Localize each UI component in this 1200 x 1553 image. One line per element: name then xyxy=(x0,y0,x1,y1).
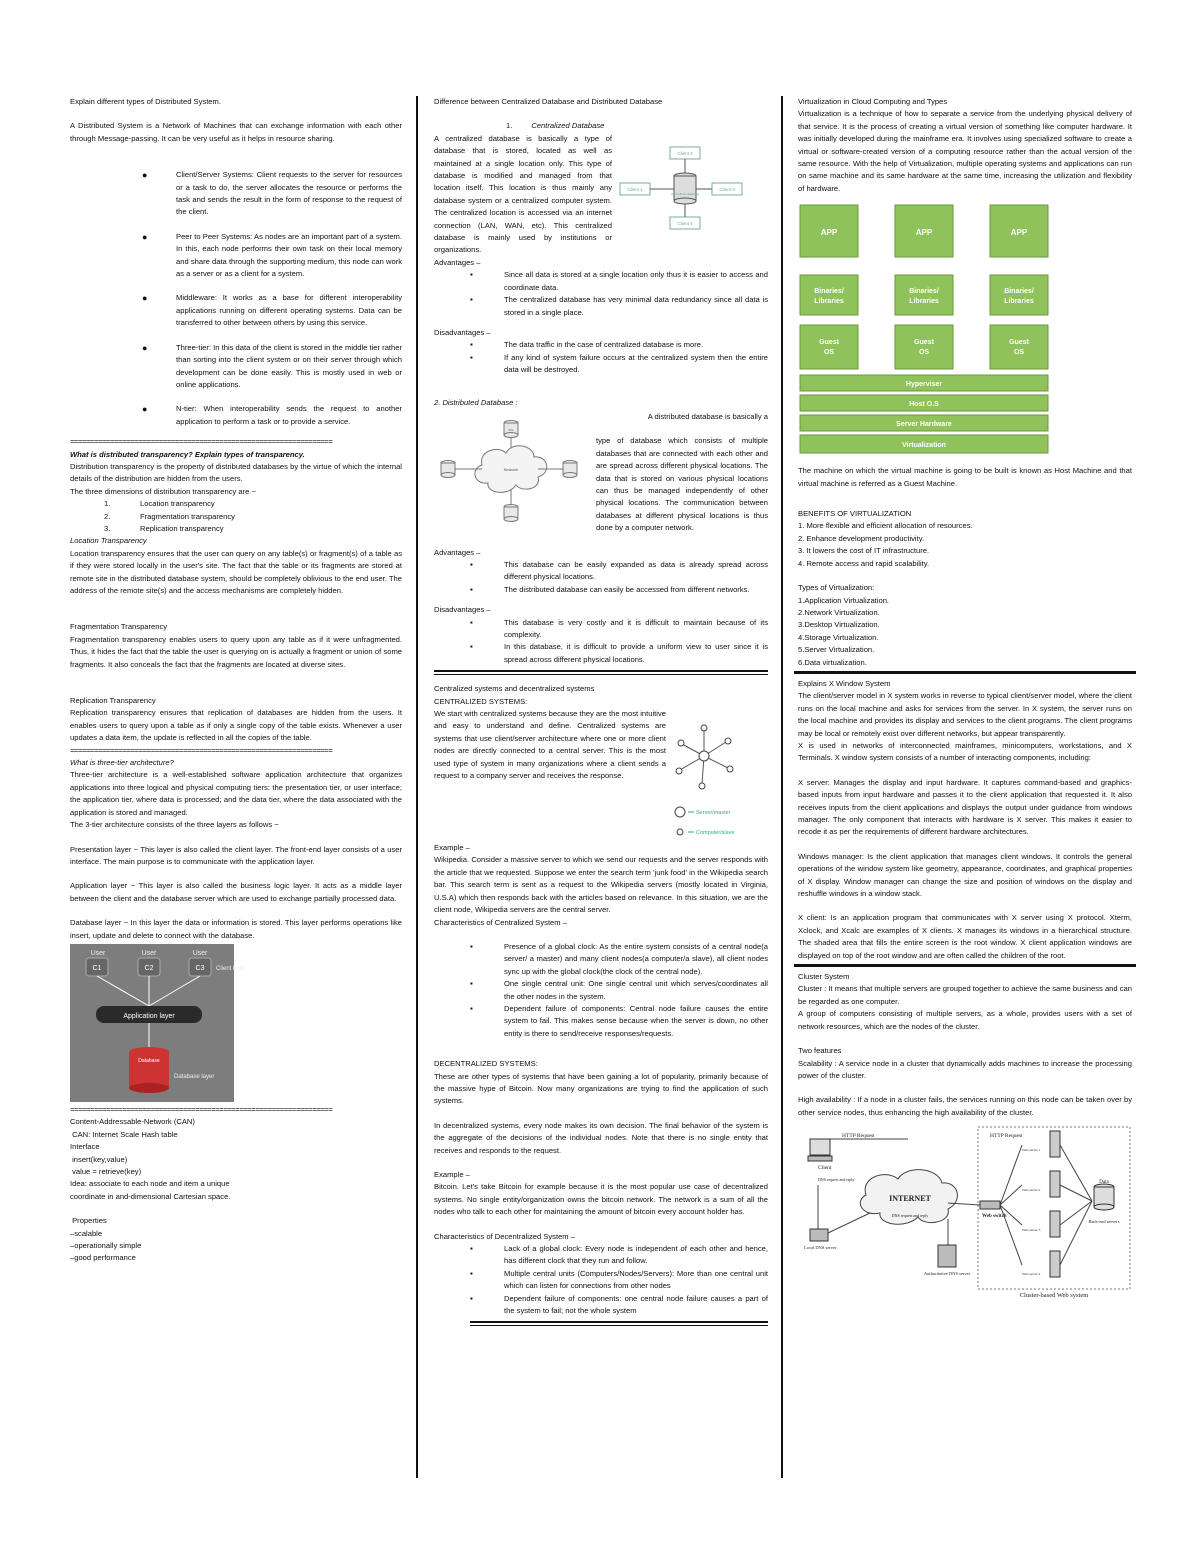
separator: ================================================================= xyxy=(70,745,333,755)
x-window-title: Explains X Window System xyxy=(798,678,891,688)
example-text: Wikipedia. Consider a massive server to which we send our requests and the server responds with the article that we requested. Suppose we enter the search term 'junk food' in the Wikipedia search bar. This search term is sent as a request to the Wikipedia servers (mostly located in Virginia, U.S.A) which then responds back with the articles based on relevance. In this situation, we are the client node, Wikipedia servers are the central server. xyxy=(434,855,768,915)
advantages-label: Advantages – xyxy=(434,257,481,267)
can-line: CAN: Internet Scale Hash table xyxy=(70,1129,178,1139)
svg-text:Client 4: Client 4 xyxy=(677,220,693,226)
decentralized-text-2: In decentralized systems, every node makes its own decision. The final behavior of the system is the aggregate of the decisions of the individual nodes. Note that there is no single entity that receives and responds to the request. xyxy=(434,1120,768,1155)
presentation-layer-text: Presentation layer − This layer is also called the client layer. The front-end layer consists of a user interface. The main purpose is to communicate with the application layer. xyxy=(70,844,402,866)
separator: ================================================================= xyxy=(70,1104,333,1114)
decentralized-text-1: These are other types of systems that have been gaining a lot of popularity, primarily because of the massive hype of Bitcoin. Now many organizations are trying to find the application of such systems. xyxy=(434,1071,768,1106)
centralized-system-figure xyxy=(672,712,768,842)
list-item: ▪ This database is very costly and it is difficult to maintain because of its complexity. xyxy=(434,617,768,642)
type-item: 1.Application Virtualization. xyxy=(798,595,890,605)
client-node xyxy=(725,738,731,744)
decentralized-title: DECENTRALIZED SYSTEMS: xyxy=(434,1059,538,1069)
high-availability-text: High availability : If a node in a cluster fails, the services running on this node can be taken over by other service nodes, thus enhancing the high availability of the cluster. xyxy=(798,1095,1132,1117)
example-label: Example – xyxy=(434,843,470,853)
two-features-label: Two features xyxy=(798,1046,842,1056)
centralized-characteristics xyxy=(434,941,768,1040)
replication-transparency-text: Replication transparency ensures that replication of databases are hidden from the users. It enables users to query upon a table as if only a single copy of the table exists. Whenever a user updates a data item, the update is reflected in all the copies of the table. xyxy=(70,708,402,743)
list-item: ● N-tier: When interoperability sends the request to another application to perform a task or to provide a service. xyxy=(70,403,402,428)
can-title: Content-Addressable-Network (CAN) xyxy=(70,1117,195,1127)
client-label: C2 xyxy=(144,964,154,972)
properties-line: –scalable xyxy=(70,1228,103,1238)
list-item: ▪ Dependent failure of components: Central node failure causes the entire system to fail. This makes sense because when the server is down, no other entity is there to send/receive responses/requests. xyxy=(434,1003,768,1040)
local-dns-server-icon xyxy=(810,1229,828,1241)
centralized-systems-text: We start with centralized systems because they are the most intuitive and easy to understand and define. Centralized systems are systems that use client/server architecture where one or more client nodes are directly connected to a central server. This is the most used type of system in many organizations where a client sends a request to a company server and receives the response. xyxy=(434,709,666,781)
three-tier-figure xyxy=(70,944,247,1102)
types-title: Types of Virtualization: xyxy=(798,583,875,593)
svg-text:Client 2: Client 2 xyxy=(677,150,693,156)
fragmentation-transparency-text: Fragmentation transparency enables users to query upon any table as if it were unfragmented. Thus, it hides the fact that the table the user is querying on is actually a fragment or union of some fragments. It also conceals the fact that the fragments are located at diverse sites. xyxy=(70,634,402,669)
column-2 xyxy=(434,96,768,1334)
client-node xyxy=(701,725,707,731)
fragmentation-transparency-title: Fragmentation Transparency xyxy=(70,622,168,632)
svg-text:Client: Client xyxy=(818,1165,832,1172)
list-item: ▪ The distributed database can easily be accessed from different networks. xyxy=(434,584,768,596)
advantages-label: Advantages – xyxy=(434,547,481,557)
distributed-disadvantages xyxy=(434,617,768,667)
host-machine-text: The machine on which the virtual machine is going to be built is known as Host Machine and that virtual machine is referred as a Guest Machine. xyxy=(798,466,1132,488)
section-rule xyxy=(470,1321,768,1326)
vm-stack-3 xyxy=(990,205,1048,369)
cluster-text-2: A group of computers consisting of multiple servers, as a whole, provides users with a set of network resources, which are the nodes of the cluster. xyxy=(798,1009,1132,1031)
virtualization-title: Virtualization in Cloud Computing and Types xyxy=(798,97,948,106)
column-3 xyxy=(798,96,1132,1301)
list-item: ▪ In this database, it is difficult to provide a uniform view to user since it is spread across different physical locations. xyxy=(434,641,768,666)
cluster-web-system-figure xyxy=(798,1125,1132,1301)
svg-text:Centralized database: Centralized database xyxy=(670,191,700,196)
distributed-text-1: A distributed database is basically a xyxy=(647,411,768,421)
section-rule xyxy=(794,964,1136,967)
list-item: ● Peer to Peer Systems: As nodes are an important part of a system. In this, each node performs their own task on their local memory and share data through the supporting medium, this node can work as a server or as a client for a system. xyxy=(70,231,402,281)
separator: ================================================================= xyxy=(70,437,333,447)
windows-manager-text: Windows manager: Is the client application that manages client windows. It controls the general operations of the window system like geometry, appearance, coordinates, and graphical properties of X display. Window manager can change the size and position of windows on the display and reshuffle windows in a window stack. xyxy=(798,851,1132,899)
svg-text:Web server 4: Web server 4 xyxy=(1022,1272,1041,1277)
can-line: Interface xyxy=(70,1142,100,1152)
distributed-title: 2. Distributed Database : xyxy=(434,397,518,407)
svg-text:Binaries/: Binaries/ xyxy=(1004,288,1034,296)
svg-text:Back-end servers: Back-end servers xyxy=(1088,1219,1120,1225)
x-client-text: X client: Is an application program that communicates with X server using X protocol. Xterm, Xclock, and Xcalc are examples of X clients. X manages its windows in a hierarchical structure. The shaded area that fills the entire screen is the root window. X client application windows are displayed on top of the root window and are often called the children of the root. xyxy=(798,913,1132,960)
svg-text:Binaries/: Binaries/ xyxy=(909,288,939,296)
application-layer-text: Application layer − This layer is also called the business logic layer. It acts as a middle layer between the client and the database server which are used to exchange partially processed data. xyxy=(70,881,402,903)
three-tier-title: What is three-tier architecture? xyxy=(70,758,174,768)
disadvantages-label: Disadvantages – xyxy=(434,605,491,615)
client-node xyxy=(699,783,705,789)
distributed-text-2: type of database which consists of multiple databases that are connected with each other and are spread across different physical locations. The data that is stored on various physical locations can thus be managed independently of other physical locations. The communication between databases at different physical locations is thus done by a computer network. xyxy=(596,436,768,533)
svg-text:Site: Site xyxy=(508,427,514,432)
transparency-intro: Distribution transparency is the property of distributed databases by the virtue of which the internal details of the distribution are hidden from the users. xyxy=(70,461,402,484)
authoritative-dns-server-icon xyxy=(938,1245,956,1267)
legend-server: Server/master xyxy=(696,810,731,817)
replication-transparency-title: Replication Transparency xyxy=(70,696,156,706)
type-item: 2.Network Virtualization. xyxy=(798,607,880,617)
vm-stack-2 xyxy=(895,205,953,369)
svg-text:Web server 1: Web server 1 xyxy=(1022,1148,1041,1153)
client-computer-icon xyxy=(808,1139,832,1161)
scalability-text: Scalability : A service node in a cluster that dynamically adds machines to increase the processing power of the cluster. xyxy=(798,1058,1132,1080)
svg-text:Web server 3: Web server 3 xyxy=(1022,1228,1041,1233)
user-label: User xyxy=(90,949,106,957)
properties-line: Properties xyxy=(70,1216,107,1226)
can-line: coordinate in and-dimensional Cartesian space. xyxy=(70,1191,231,1201)
centralized-db-figure xyxy=(618,145,768,241)
svg-text:OS: OS xyxy=(823,349,835,357)
type-item: 3.Desktop Virtualization. xyxy=(798,620,880,630)
three-tier-text: Three-tier architecture is a well-established software application architecture that organizes applications into three logical and physical computing tiers: the presentation tier, or user interface; the application tier, where data is processed; and the data tier, where the data associated with the application is stored and managed. xyxy=(70,770,402,817)
cluster-title: Cluster System xyxy=(798,972,850,982)
legend-client: Computer/slave xyxy=(696,830,735,837)
list-item: ▪ This database can be easily expanded as data is already spread across different physical locations. xyxy=(434,559,768,584)
can-line: Idea: associate to each node and item a unique xyxy=(70,1179,230,1189)
svg-text:Authoritative DNS server: Authoritative DNS server xyxy=(923,1271,971,1277)
client-node xyxy=(727,766,733,772)
section-rule xyxy=(434,670,768,675)
list-item: ▪ Presence of a global clock: As the entire system consists of a central node(a server/ a master) and many client nodes(a computer/a slave), all client nodes sync up with the global clock(the clock of the central node). xyxy=(434,941,768,978)
benefit-item: 4. Remote access and rapid scalability. xyxy=(798,558,930,568)
svg-text:APP: APP xyxy=(820,228,838,238)
can-line: insert(key,value) xyxy=(70,1154,128,1164)
list-item: 3. Replication transparency xyxy=(104,523,224,533)
svg-text:Data: Data xyxy=(1099,1180,1109,1186)
database-cylinder xyxy=(674,176,696,201)
disadvantages-label: Disadvantages – xyxy=(434,327,491,337)
svg-text:OS: OS xyxy=(918,349,930,357)
column-1 xyxy=(70,96,402,1265)
client-label: C3 xyxy=(195,964,205,972)
svg-text:Network: Network xyxy=(503,466,519,472)
list-item: ● Middleware: It works as a base for different interoperability applications running on different operating systems. Data can be transferred to other between others by using this service. xyxy=(70,292,402,329)
column-divider-1 xyxy=(416,96,418,1478)
distributed-system-title: Explain different types of Distributed System. xyxy=(70,97,221,106)
system-types-list xyxy=(70,169,402,428)
database-layer-text: Database layer − In this layer the data or information is stored. This layer performs operations like insert, update and delete to connect with the database. xyxy=(70,918,402,940)
svg-text:DNS request and reply: DNS request and reply xyxy=(818,1177,855,1183)
decentralized-example: Bitcoin. Let's take Bitcoin for example because it is the most popular use case of decentralized systems. No single entity/organization owns the bitcoin network. The network is a sum of all the nodes who talk to each other for maintaining the amount of bitcoin every account holder has. xyxy=(434,1182,768,1217)
location-transparency-title: Location Transparency xyxy=(70,536,147,546)
properties-line: –operationally simple xyxy=(70,1241,142,1250)
properties-line: –good performance xyxy=(70,1253,136,1263)
centralized-heading: 1. Centralized Database xyxy=(506,121,605,131)
svg-text:Binaries/: Binaries/ xyxy=(814,288,844,296)
centralized-text: A centralized database is basically a type of database that is stored, located as well as maintained at a single location only. This type of database is modified and managed from that location itself. This location is thus mainly any database system or a centralized computer system. The centralized location is accessed via an internet connection (LAN, WAN, etc). This centralized database is mainly used by institutions or organizations. xyxy=(434,133,612,255)
list-item: ● Three-tier: In this data of the client is stored in the middle tier rather than sorting into the client system or on their server through which development can be done easily. This is mostly used in web or online applications. xyxy=(70,342,402,392)
list-item: ▪ Lack of a global clock: Every node is independent of each other and hence, has different clock that they run and follow. xyxy=(434,1243,768,1268)
list-item: ▪ Dependent failure of components: one central node failure causes a part of the system to fail; not the whole system xyxy=(434,1293,768,1318)
svg-text:Libraries: Libraries xyxy=(1004,298,1034,306)
svg-text:Libraries: Libraries xyxy=(814,298,844,306)
centralized-disadvantages xyxy=(434,339,768,376)
client-layer-label: Client layer xyxy=(216,965,247,972)
transparency-title: What is distributed transparency? Explain types of transparency. xyxy=(70,449,305,459)
svg-text:Web server 2: Web server 2 xyxy=(1022,1188,1041,1193)
client-node xyxy=(676,768,682,774)
example-label: Example – xyxy=(434,1170,470,1179)
svg-text:Libraries: Libraries xyxy=(909,298,939,306)
database-label: Database xyxy=(138,1057,160,1064)
svg-text:APP: APP xyxy=(1010,228,1028,238)
application-layer-label: Application layer xyxy=(123,1012,175,1020)
client-node xyxy=(678,740,684,746)
transparency-dimensions: The three dimensions of distribution transparency are − xyxy=(70,486,256,496)
list-item: ▪ The data traffic in the case of centralized database is more. xyxy=(434,339,768,351)
svg-text:Guest: Guest xyxy=(914,339,934,347)
centralized-systems-title: Centralized systems and decentralized systems xyxy=(434,684,595,694)
column-divider-2 xyxy=(781,96,783,1478)
svg-text:HTTP Request: HTTP Request xyxy=(990,1133,1023,1140)
list-item: 1. Location transparency xyxy=(104,499,215,509)
cluster-text-1: Cluster : It means that multiple servers are grouped together to achieve the same business and can be regarded as one computer. xyxy=(798,984,1132,1006)
type-item: 5.Server Virtualization. xyxy=(798,645,875,655)
list-item: 2. Fragmentation transparency xyxy=(104,511,235,521)
transparency-list xyxy=(70,498,402,535)
svg-text:OS: OS xyxy=(1013,349,1025,357)
centralized-systems-subtitle: CENTRALIZED SYSTEMS: xyxy=(434,696,528,706)
vm-stack-1 xyxy=(800,205,858,369)
svg-text:Client 3: Client 3 xyxy=(719,186,735,192)
list-item: ▪ If any kind of system failure occurs at the centralized system then the entire data will be destroyed. xyxy=(434,352,768,377)
virtualization-text: Virtualization is a technique of how to separate a service from the underlying physical delivery of that service. It is the process of creating a virtual version of something like computer hardware. It was initially developed during the mainframe era. It involves using specialized software to create a virtual or software-created version of a computing resource rather than the actual version of the same resource. With the help of Virtualization, multiple operating systems and applications can run on same machine and its same hardware at the same time, increasing the utilization and flexibility of hardware. xyxy=(798,109,1132,193)
svg-text:Virtualization: Virtualization xyxy=(902,442,946,450)
web-switch-icon xyxy=(980,1201,1000,1209)
svg-text:Client 1: Client 1 xyxy=(627,186,643,192)
list-item: ▪ Multiple central units (Computers/Nodes/Servers): More than one central unit which can listen for connections from other nodes xyxy=(434,1268,768,1293)
characteristics-label: Characteristics of Centralized System – xyxy=(434,917,567,927)
distributed-system-intro: A Distributed System is a Network of Machines that can exchange information with each other through Message-passing. It can be very useful as it helps in resource sharing. xyxy=(70,121,402,143)
client-label: C1 xyxy=(92,964,102,972)
svg-text:HTTP Request: HTTP Request xyxy=(842,1133,875,1140)
benefit-item: 2. Enhance development productivity. xyxy=(798,533,925,543)
virtualization-diagram xyxy=(800,205,1048,455)
x-window-text-2: X is used in networks of interconnected mainframes, minicomputers, workstations, and X Terminals. X window system consists of a number of interacting components, including: xyxy=(798,740,1132,763)
x-server-text: X server: Manages the display and input hardware. It captures command-based and graphics-based inputs from input hardware and passes it to the client application that requested it. It also receives inputs from the client applications and displays the output under guidance from windows manager. The only component that interacts with hardware is X server. This makes it easier to recode it as per the requirements of different hardware architectures. xyxy=(798,777,1132,837)
decentralized-characteristics-label: Characteristics of Decentralized System – xyxy=(434,1231,575,1241)
benefit-item: 3. It lowers the cost of IT infrastructure. xyxy=(798,546,930,556)
database-layer-label: Database layer xyxy=(174,1073,215,1080)
svg-text:INTERNET: INTERNET xyxy=(889,1194,931,1204)
distributed-advantages xyxy=(434,559,768,596)
svg-text:APP: APP xyxy=(915,228,933,238)
centralized-advantages xyxy=(434,269,768,319)
user-label: User xyxy=(141,949,157,957)
svg-text:Host O.S: Host O.S xyxy=(909,401,939,409)
list-item: ● Client/Server Systems: Client requests to the server for resources or a task to do, the server allocates the resource or performs the task and sends the result in the form of response to the request of the client. xyxy=(70,169,402,219)
benefits-title: BENEFITS OF VIRTUALIZATION xyxy=(798,509,912,519)
section-rule xyxy=(794,671,1136,674)
decentralized-characteristics xyxy=(434,1243,768,1317)
svg-text:Server Hardware: Server Hardware xyxy=(896,421,952,429)
three-tier-layers: The 3-tier architecture consists of the three layers as follows − xyxy=(70,820,279,830)
server-node xyxy=(699,751,709,761)
user-label: User xyxy=(192,949,208,957)
svg-text:Cluster-based Web system: Cluster-based Web system xyxy=(1019,1292,1089,1300)
web-server-icon xyxy=(1050,1131,1060,1277)
svg-text:Hyperviser: Hyperviser xyxy=(905,381,943,389)
list-item: ▪ One single central unit: One single central unit which serves/coordinates all the other nodes in the system. xyxy=(434,978,768,1003)
distributed-db-figure xyxy=(434,417,584,529)
list-item: ▪ Since all data is stored at a single location only thus it is easier to access and coordinate data. xyxy=(434,269,768,294)
svg-text:Guest: Guest xyxy=(819,339,839,347)
difference-title: Difference between Centralized Database and Distributed Database xyxy=(434,97,663,106)
svg-text:Local DNS server: Local DNS server xyxy=(804,1245,837,1251)
can-line: value = retrieve(key) xyxy=(70,1166,142,1176)
svg-text:Guest: Guest xyxy=(1009,339,1029,347)
svg-text:Web switch: Web switch xyxy=(982,1214,1007,1220)
location-transparency-text: Location transparency ensures that the user can query on any table(s) or fragment(s) of a table as if they were stored locally in the user's site. The fact that the table or its fragments are stored at remote site in the distributed database system, should be completely oblivious to the end user. The address of the remote site(s) and the access mechanisms are completely hidden. xyxy=(70,548,402,595)
svg-text:DNS request and reply: DNS request and reply xyxy=(891,1213,929,1219)
list-item: ▪ The centralized database has very minimal data redundancy since all data is stored in a single place. xyxy=(434,294,768,319)
type-item: 4.Storage Virtualization. xyxy=(798,632,879,642)
type-item: 6.Data virtualization. xyxy=(798,657,867,667)
x-window-text-1: The client/server model in X system works in reverse to typical client/server model, where the client runs on the local machine and asks for services from the server. In X system, the server runs on the local machine and provides its display and services to the client programs. The client programs may be local or remotely exist over different networks, but appear transparently. xyxy=(798,691,1132,738)
benefit-item: 1. More flexible and efficient allocation of resources. xyxy=(798,521,973,531)
